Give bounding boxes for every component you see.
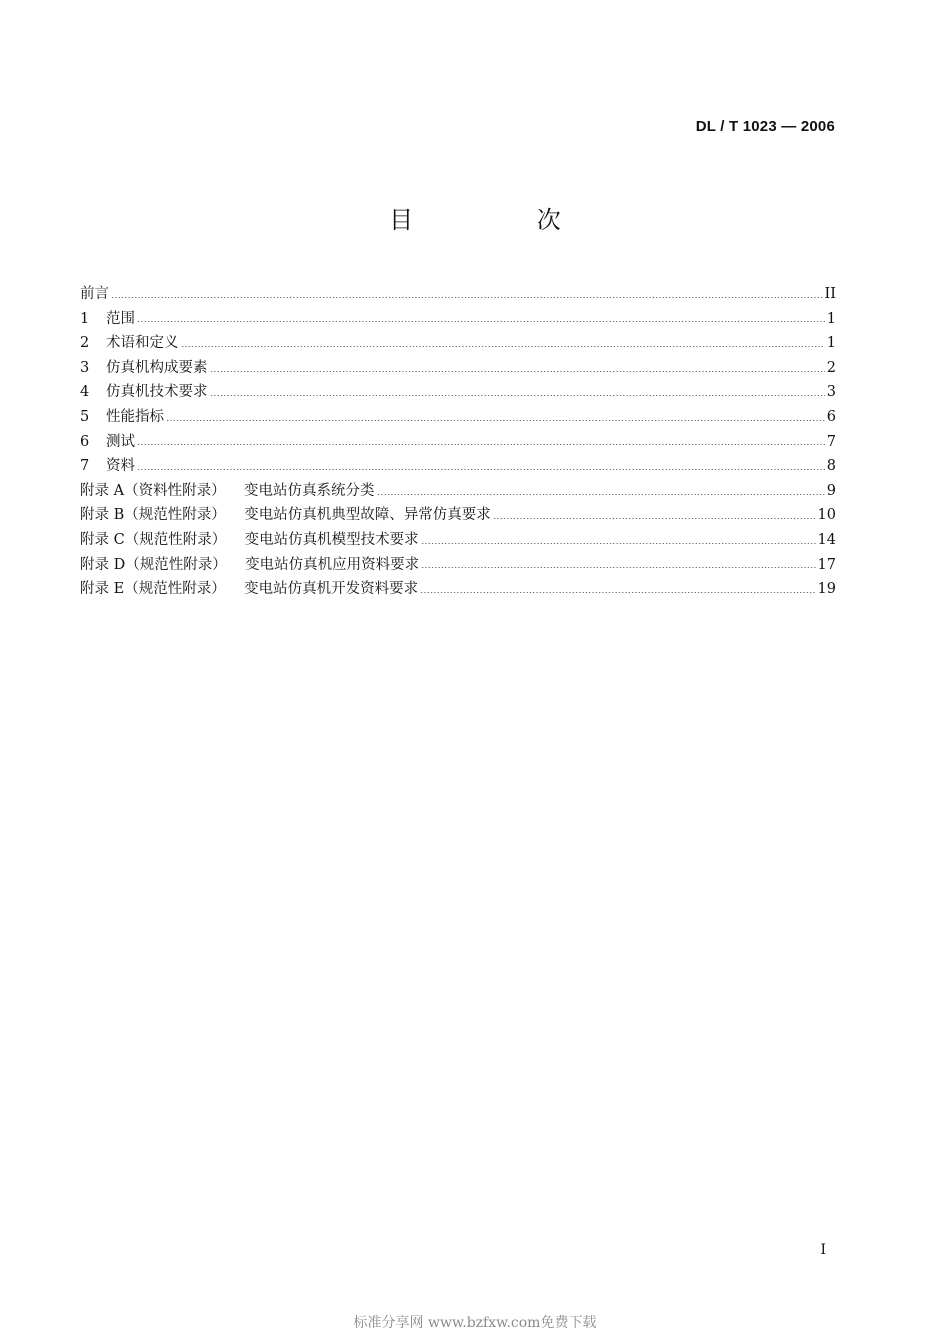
- toc-entry-foreword[interactable]: [80, 282, 836, 307]
- page-number: I: [820, 1242, 826, 1258]
- toc-entry-appendix-e[interactable]: [80, 577, 836, 602]
- toc-page-number: 7: [826, 433, 836, 450]
- toc-page-number: 10: [817, 507, 836, 524]
- toc-page-number: 19: [817, 581, 836, 598]
- toc-appendix-prefix: 附录 A（资料性附录）: [80, 482, 245, 499]
- toc-entry-appendix-a[interactable]: [80, 479, 836, 504]
- toc-entry-label: 变电站仿真机模型技术要求: [244, 531, 419, 548]
- toc-section-number: 1: [80, 310, 90, 327]
- toc-appendix-prefix: 附录 B（规范性附录）: [80, 507, 245, 524]
- toc-appendix-prefix: 附录 D（规范性附录）: [80, 556, 246, 573]
- toc-leader-dots: [493, 518, 816, 519]
- toc-entry-label: 术语和定义: [106, 335, 179, 352]
- toc-entry-appendix-d[interactable]: [80, 553, 836, 578]
- toc-leader-dots: [166, 420, 825, 421]
- toc-entry-label: 测试: [106, 433, 135, 450]
- toc-entry-label: 变电站仿真机开发资料要求: [244, 581, 419, 598]
- toc-leader-dots: [377, 494, 825, 495]
- toc-page-number: 6: [826, 408, 836, 425]
- toc-entry-label: 性能指标: [106, 408, 164, 425]
- table-of-contents: [80, 282, 836, 602]
- toc-entry-6[interactable]: [80, 430, 836, 455]
- toc-leader-dots: [137, 469, 825, 470]
- standard-code: DL / T 1023 — 2006: [695, 118, 835, 135]
- toc-entry-2[interactable]: [80, 331, 836, 356]
- toc-entry-label: 变电站仿真机应用资料要求: [245, 556, 420, 573]
- toc-entry-7[interactable]: [80, 454, 836, 479]
- toc-page-number: II: [824, 286, 836, 302]
- toc-entry-1[interactable]: [80, 307, 836, 332]
- toc-leader-dots: [420, 592, 815, 593]
- toc-entry-appendix-c[interactable]: [80, 528, 836, 553]
- toc-entry-4[interactable]: [80, 380, 836, 405]
- toc-page-number: 1: [826, 310, 836, 327]
- toc-page-number: 2: [826, 359, 836, 376]
- toc-page-number: 1: [826, 335, 836, 352]
- toc-section-number: 7: [80, 458, 90, 475]
- toc-entry-appendix-b[interactable]: [80, 503, 836, 528]
- toc-section-number: 5: [80, 408, 90, 425]
- toc-entry-label: 变电站仿真系统分类: [244, 482, 375, 499]
- toc-leader-dots: [137, 444, 825, 445]
- toc-appendix-prefix: 附录 E（规范性附录）: [80, 581, 245, 598]
- footer-watermark: 标准分享网 www.bzfxw.com免费下载: [353, 1315, 597, 1331]
- toc-page-number: 9: [826, 482, 836, 499]
- toc-page-number: 8: [826, 458, 836, 475]
- toc-leader-dots: [137, 321, 825, 322]
- toc-leader-dots: [421, 543, 816, 544]
- toc-section-number: 2: [80, 335, 90, 352]
- toc-leader-dots: [210, 371, 825, 372]
- toc-entry-label: 仿真机构成要素: [106, 359, 208, 376]
- toc-entry-5[interactable]: [80, 405, 836, 430]
- toc-entry-label: 变电站仿真机典型故障、异常仿真要求: [244, 507, 491, 524]
- toc-appendix-prefix: 附录 C（规范性附录）: [80, 531, 245, 548]
- toc-section-number: 4: [80, 384, 90, 401]
- toc-page-number: 17: [817, 556, 836, 573]
- toc-entry-3[interactable]: [80, 356, 836, 381]
- toc-section-number: 6: [80, 433, 90, 450]
- toc-entry-label: 范围: [106, 310, 135, 327]
- toc-leader-dots: [210, 395, 825, 396]
- toc-leader-dots: [181, 346, 825, 347]
- toc-entry-label: 前言: [80, 286, 109, 302]
- page-title: 目 次: [389, 206, 619, 234]
- toc-section-number: 3: [80, 359, 90, 376]
- toc-page-number: 14: [817, 531, 836, 548]
- toc-entry-label: 资料: [106, 458, 135, 475]
- toc-page-number: 3: [826, 384, 836, 401]
- toc-leader-dots: [421, 567, 815, 568]
- toc-leader-dots: [111, 297, 823, 298]
- toc-entry-label: 仿真机技术要求: [106, 384, 208, 401]
